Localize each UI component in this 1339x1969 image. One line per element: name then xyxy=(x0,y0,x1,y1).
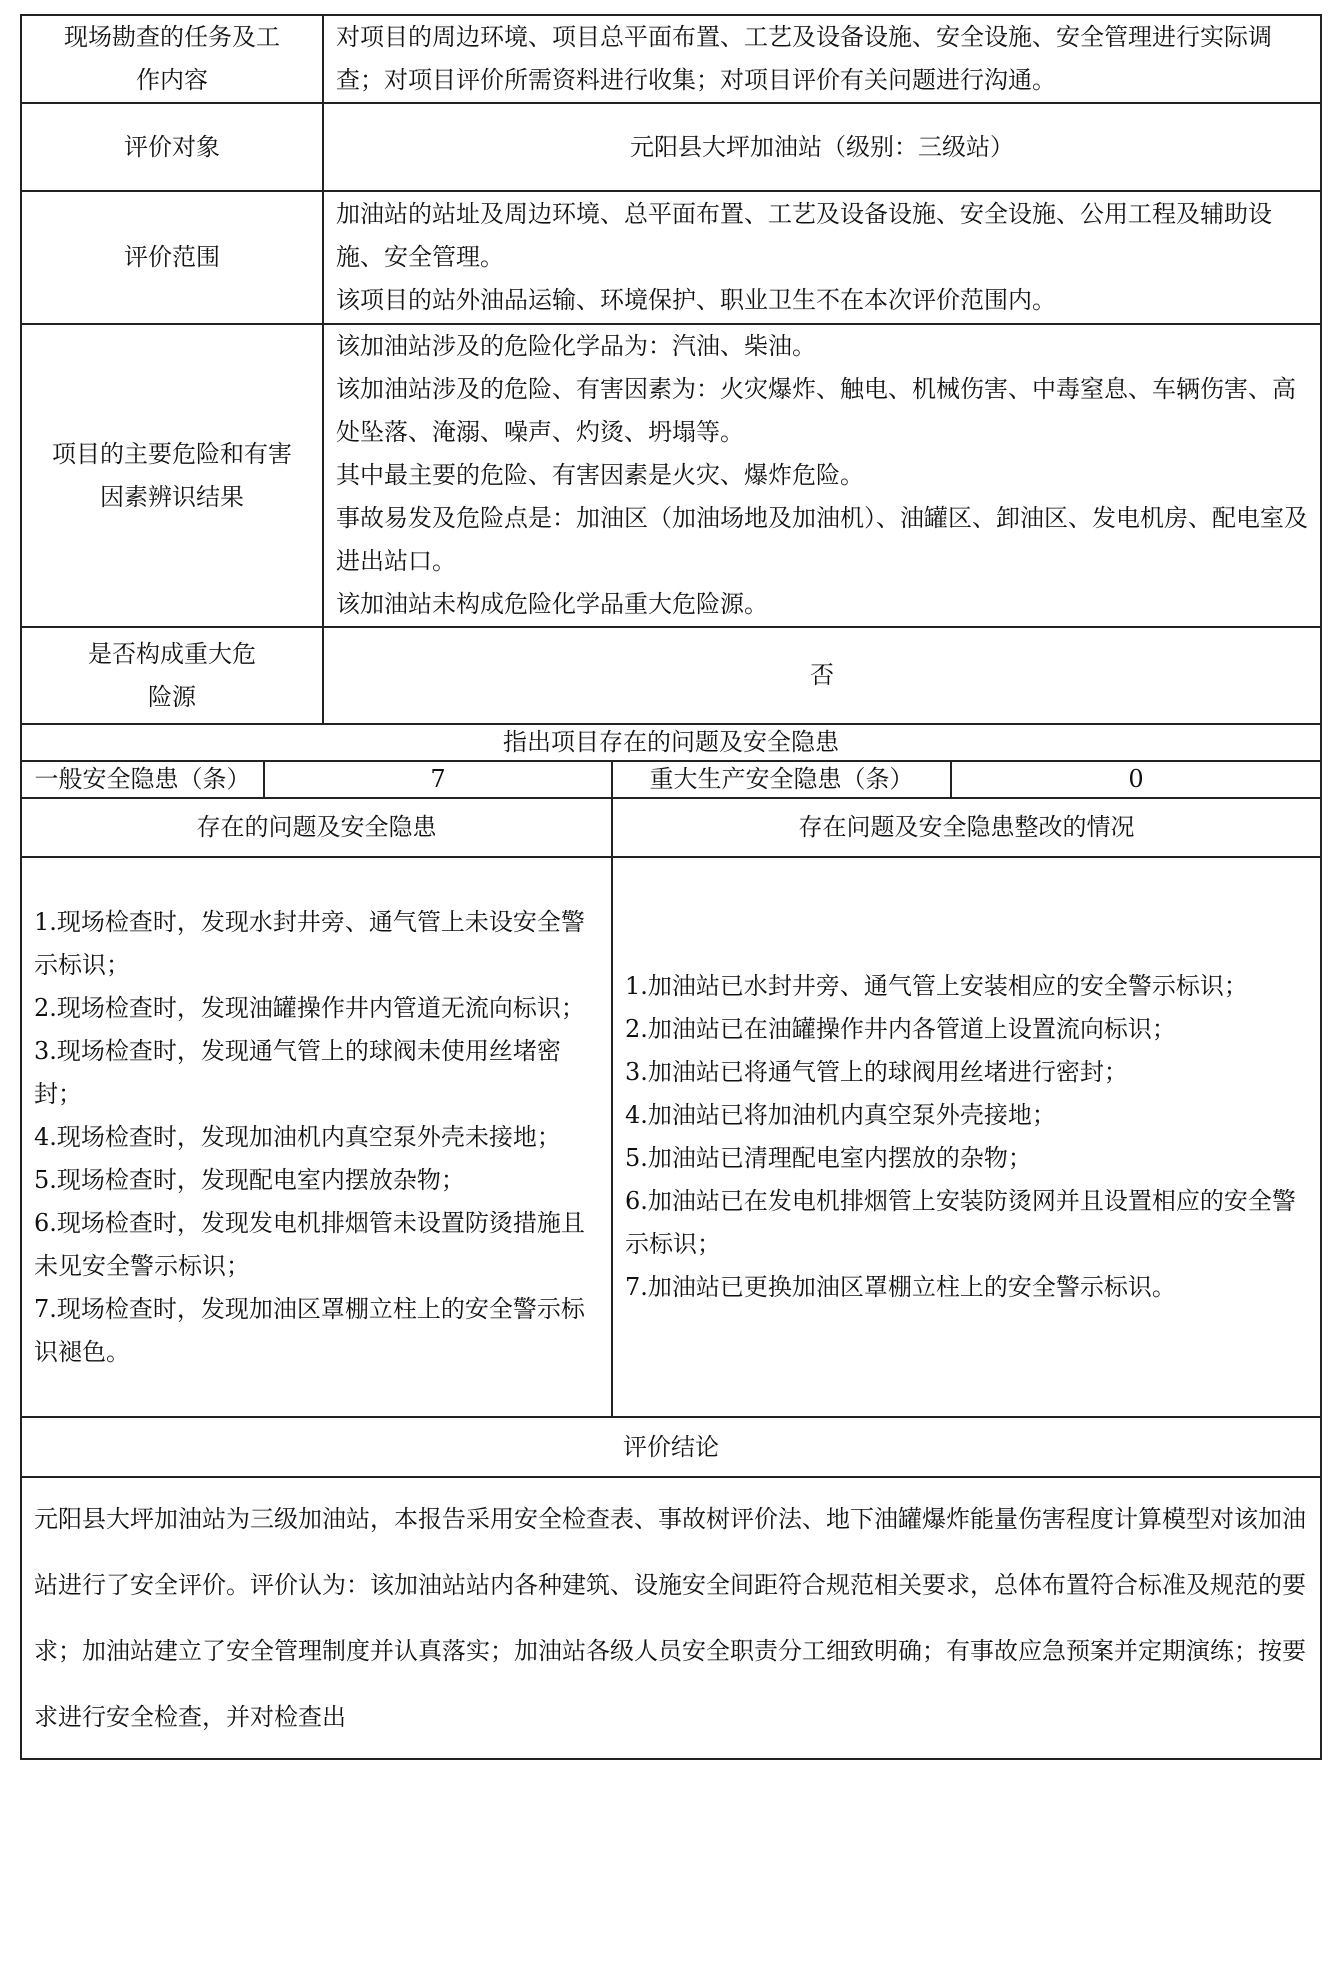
problems-header: 指出项目存在的问题及安全隐患 xyxy=(21,724,1321,761)
rectification-list xyxy=(612,857,1321,1417)
major-hazard-label: 重大生产安全隐患（条） xyxy=(612,761,951,798)
row-problem-details xyxy=(21,857,1321,1417)
list-item: 4.现场检查时，发现加油机内真空泵外壳未接地； xyxy=(34,1122,561,1151)
row-conclusion-header xyxy=(21,1417,1321,1477)
label-site-survey: 现场勘查的任务及工作内容 xyxy=(21,15,323,103)
list-item: 1.加油站已水封井旁、通气管上安装相应的安全警示标识； xyxy=(625,972,1248,1000)
list-item: 7.现场检查时，发现加油区罩棚立柱上的安全警示标识褪色。 xyxy=(34,1294,585,1366)
evaluation-report-page xyxy=(20,14,1320,1760)
conclusion-text: 元阳县大坪加油站为三级加油站，本报告采用安全检查表、事故树评价法、地下油罐爆炸能量伤害程度计算模型对该加油站进行了安全评价。评价认为：该加油站站内各种建筑、设施安全间距符合规范相关要求，总体布置符合标准及规范的要求；加油站建立了安全管理制度并认真落实；加油站各级人员安全职责分工细致明确；有事故应急预案并定期演练；按要求进行安全检查，并对检查出 xyxy=(21,1477,1321,1759)
content-line: 对项目的周边环境、项目总平面布置、工艺及设备设施、安全设施、安全管理进行实际调查；对项目评价所需资料进行收集；对项目评价有关问题进行沟通。 xyxy=(336,23,1272,94)
list-item: 4.加油站已将加油机内真空泵外壳接地； xyxy=(625,1101,1056,1129)
content-hazard-identification xyxy=(323,324,1321,627)
column-header-rectifications: 存在问题及安全隐患整改的情况 xyxy=(612,798,1321,857)
content-site-survey xyxy=(323,15,1321,103)
label-evaluation-object: 评价对象 xyxy=(21,103,323,191)
content-line: 该加油站涉及的危险、有害因素为：火灾爆炸、触电、机械伤害、中毒窒息、车辆伤害、高处坠落、淹溺、噪声、灼烫、坍塌等。 xyxy=(336,375,1296,446)
list-item: 7.加油站已更换加油区罩棚立柱上的安全警示标识。 xyxy=(625,1273,1176,1301)
content-line: 该项目的站外油品运输、环境保护、职业卫生不在本次评价范围内。 xyxy=(336,286,1056,314)
content-line: 其中最主要的危险、有害因素是火灾、爆炸危险。 xyxy=(336,461,864,489)
list-item: 5.现场检查时，发现配电室内摆放杂物； xyxy=(34,1165,465,1194)
major-hazard-value: 0 xyxy=(951,761,1321,798)
row-problems-header xyxy=(21,724,1321,761)
column-header-problems: 存在的问题及安全隐患 xyxy=(21,798,612,857)
conclusion-header: 评价结论 xyxy=(21,1417,1321,1477)
general-hazard-value: 7 xyxy=(264,761,612,798)
label-hazard-identification: 项目的主要危险和有害因素辨识结果 xyxy=(21,324,323,627)
list-item: 2.现场检查时，发现油罐操作井内管道无流向标识； xyxy=(34,993,585,1022)
content-line: 元阳县大坪加油站（级别：三级站） xyxy=(630,132,1015,161)
label-evaluation-scope: 评价范围 xyxy=(21,191,323,324)
list-item: 2.加油站已在油罐操作井内各管道上设置流向标识； xyxy=(625,1015,1176,1043)
general-hazard-label: 一般安全隐患（条） xyxy=(21,761,264,798)
content-line: 该加油站涉及的危险化学品为：汽油、柴油。 xyxy=(336,332,816,360)
row-hazard-counts xyxy=(21,761,1321,798)
row-evaluation-scope xyxy=(21,191,1321,324)
row-hazard-identification xyxy=(21,324,1321,627)
content-evaluation-scope xyxy=(323,191,1321,324)
list-item: 5.加油站已清理配电室内摆放的杂物； xyxy=(625,1144,1032,1172)
row-column-headers xyxy=(21,798,1321,857)
content-line: 该加油站未构成危险化学品重大危险源。 xyxy=(336,590,768,618)
row-conclusion xyxy=(21,1477,1321,1759)
row-major-hazard xyxy=(21,627,1321,724)
evaluation-table xyxy=(20,14,1322,1760)
row-evaluation-object xyxy=(21,103,1321,191)
content-line: 事故易发及危险点是：加油区（加油场地及加油机）、油罐区、卸油区、发电机房、配电室及进出站口。 xyxy=(336,504,1308,575)
label-major-hazard: 是否构成重大危险源 xyxy=(21,627,323,724)
content-line: 加油站的站址及周边环境、总平面布置、工艺及设备设施、安全设施、公用工程及辅助设施、安全管理。 xyxy=(336,200,1272,271)
row-site-survey xyxy=(21,15,1321,103)
list-item: 6.现场检查时，发现发电机排烟管未设置防烫措施且未见安全警示标识； xyxy=(34,1208,585,1280)
content-evaluation-object xyxy=(323,103,1321,191)
list-item: 6.加油站已在发电机排烟管上安装防烫网并且设置相应的安全警示标识； xyxy=(625,1187,1296,1258)
content-major-hazard xyxy=(323,627,1321,724)
content-line: 否 xyxy=(810,661,835,689)
list-item: 3.加油站已将通气管上的球阀用丝堵进行密封； xyxy=(625,1058,1128,1086)
list-item: 1.现场检查时，发现水封井旁、通气管上未设安全警示标识； xyxy=(34,907,585,979)
problem-list xyxy=(21,857,612,1417)
list-item: 3.现场检查时，发现通气管上的球阀未使用丝堵密封； xyxy=(34,1036,561,1108)
